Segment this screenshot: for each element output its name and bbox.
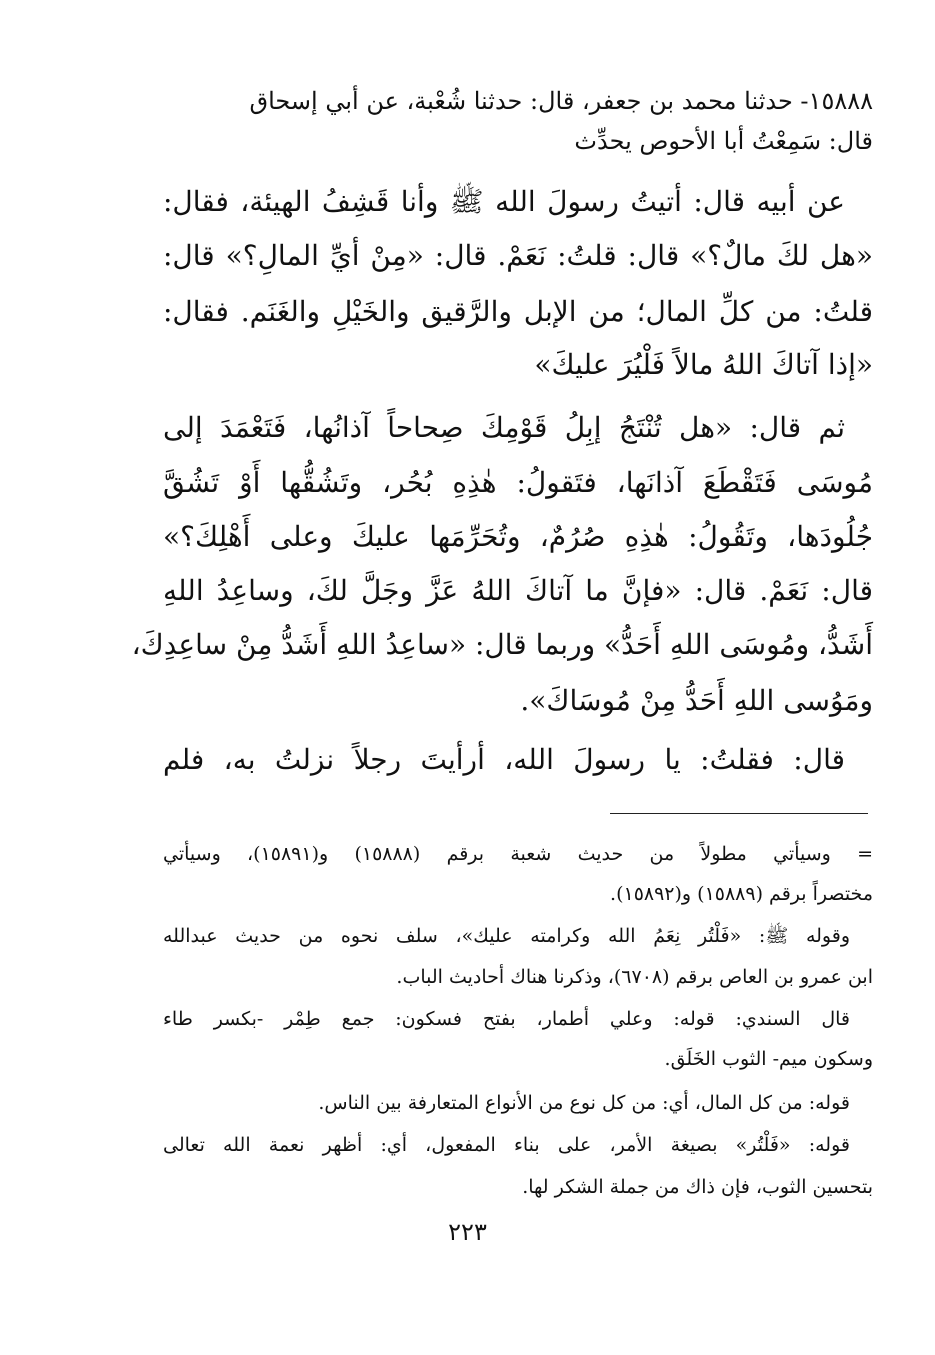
hadith-text-line-5: ثم قال: «هل تُنْتَجُ إبِلُ قَوْمِكَ صِحاحاً آذانُها، فَتَعْمَدَ إلى [163,411,845,444]
footnote-line-9: بتحسين الثوب، فإن ذاك من جملة الشكر لها. [522,1176,873,1198]
hadith-text-line-3: قلتُ: من كلِّ المال؛ من الإبل والرَّقيق والخَيْلِ والغَنَم. فقال: [163,295,873,328]
hadith-text-line-8: قال: نَعَمْ. قال: «فإنَّ ما آتاكَ اللهُ عَزَّ وجَلَّ لكَ، وساعِدُ اللهِ [163,574,873,607]
footnote-separator [610,813,868,814]
hadith-isnad-line-2: قال: سَمِعْتُ أبا الأحوص يحدِّث [574,127,873,155]
hadith-text-line-7: جُلُودَها، وتَقُولُ: هٰذِهِ صُرُمٌ، وتُحَرِّمَها عليكَ وعلى أَهْلِكَ؟» [163,520,873,553]
hadith-text-line-4: «إذا آتاكَ اللهُ مالاً فَلْيُرَ عليكَ» [534,348,873,381]
hadith-isnad-line-1: ١٥٨٨٨- حدثنا محمد بن جعفر، قال: حدثنا شُعْبة، عن أبي إسحاق [249,87,873,115]
hadith-text-line-10: ومَوُسى اللهِ أَحَدُّ مِنْ مُوسَاكَ». [520,684,873,717]
footnote-line-8: قوله: «فَلْتُر» بصيغة الأمر، على بناء المفعول، أي: أظهر نعمة الله تعالى [163,1134,850,1156]
hadith-text-line-2: «هل لكَ مالٌ؟» قال: قلتُ: نَعَمْ. قال: «مِنْ أيِّ المالِ؟» قال: [163,239,873,272]
hadith-text-line-11: قال: فقلتُ: يا رسولَ الله، أرأيتَ رجلاً نزلتُ به، فلم [163,743,845,776]
footnote-line-6: وسكون ميم- الثوب الخَلَق. [664,1048,873,1070]
footnote-line-1: = وسيأتي مطولاً من حديث شعبة برقم (١٥٨٨٨) و(١٥٨٩١)، وسيأتي [163,843,874,865]
footnote-line-7: قوله: من كل المال، أي: من كل نوع من الأنواع المتعارفة بين الناس. [318,1092,850,1114]
footnote-line-4: ابن عمرو بن العاص برقم (٦٧٠٨)، وذكرنا هناك أحاديث الباب. [396,966,873,988]
hadith-text-line-9: أَشَدُّ، ومُوسَى اللهِ أَحَدُّ» وربما قال: «ساعِدُ اللهِ أَشَدُّ مِنْ ساعِدِكَ، [131,628,873,661]
footnote-line-2: مختصراً برقم (١٥٨٨٩) و(١٥٨٩٢). [610,883,873,905]
footnote-line-5: قال السندي: قوله: وعلي أطمار، بفتح فسكون: جمع طِمْر -بكسر طاء [163,1008,850,1030]
hadith-text-line-6: مُوسَى فَتَقْطَعَ آذانَها، فتَقولُ: هٰذِهِ بُحُر، وتَشُقُّها أَوْ تَشُقَّ [163,466,873,499]
footnote-line-3: وقوله ﷺ: «فَلْتُر نِعَمُ الله وكرامته عليك»، سلف نحوه من حديث عبدالله [163,925,850,947]
page-number: ٢٢٣ [448,1218,487,1246]
hadith-text-line-1: عن أبيه قال: أتيتُ رسولَ الله ﷺ وأنا قَشِفُ الهيئة، فقال: [163,185,845,218]
